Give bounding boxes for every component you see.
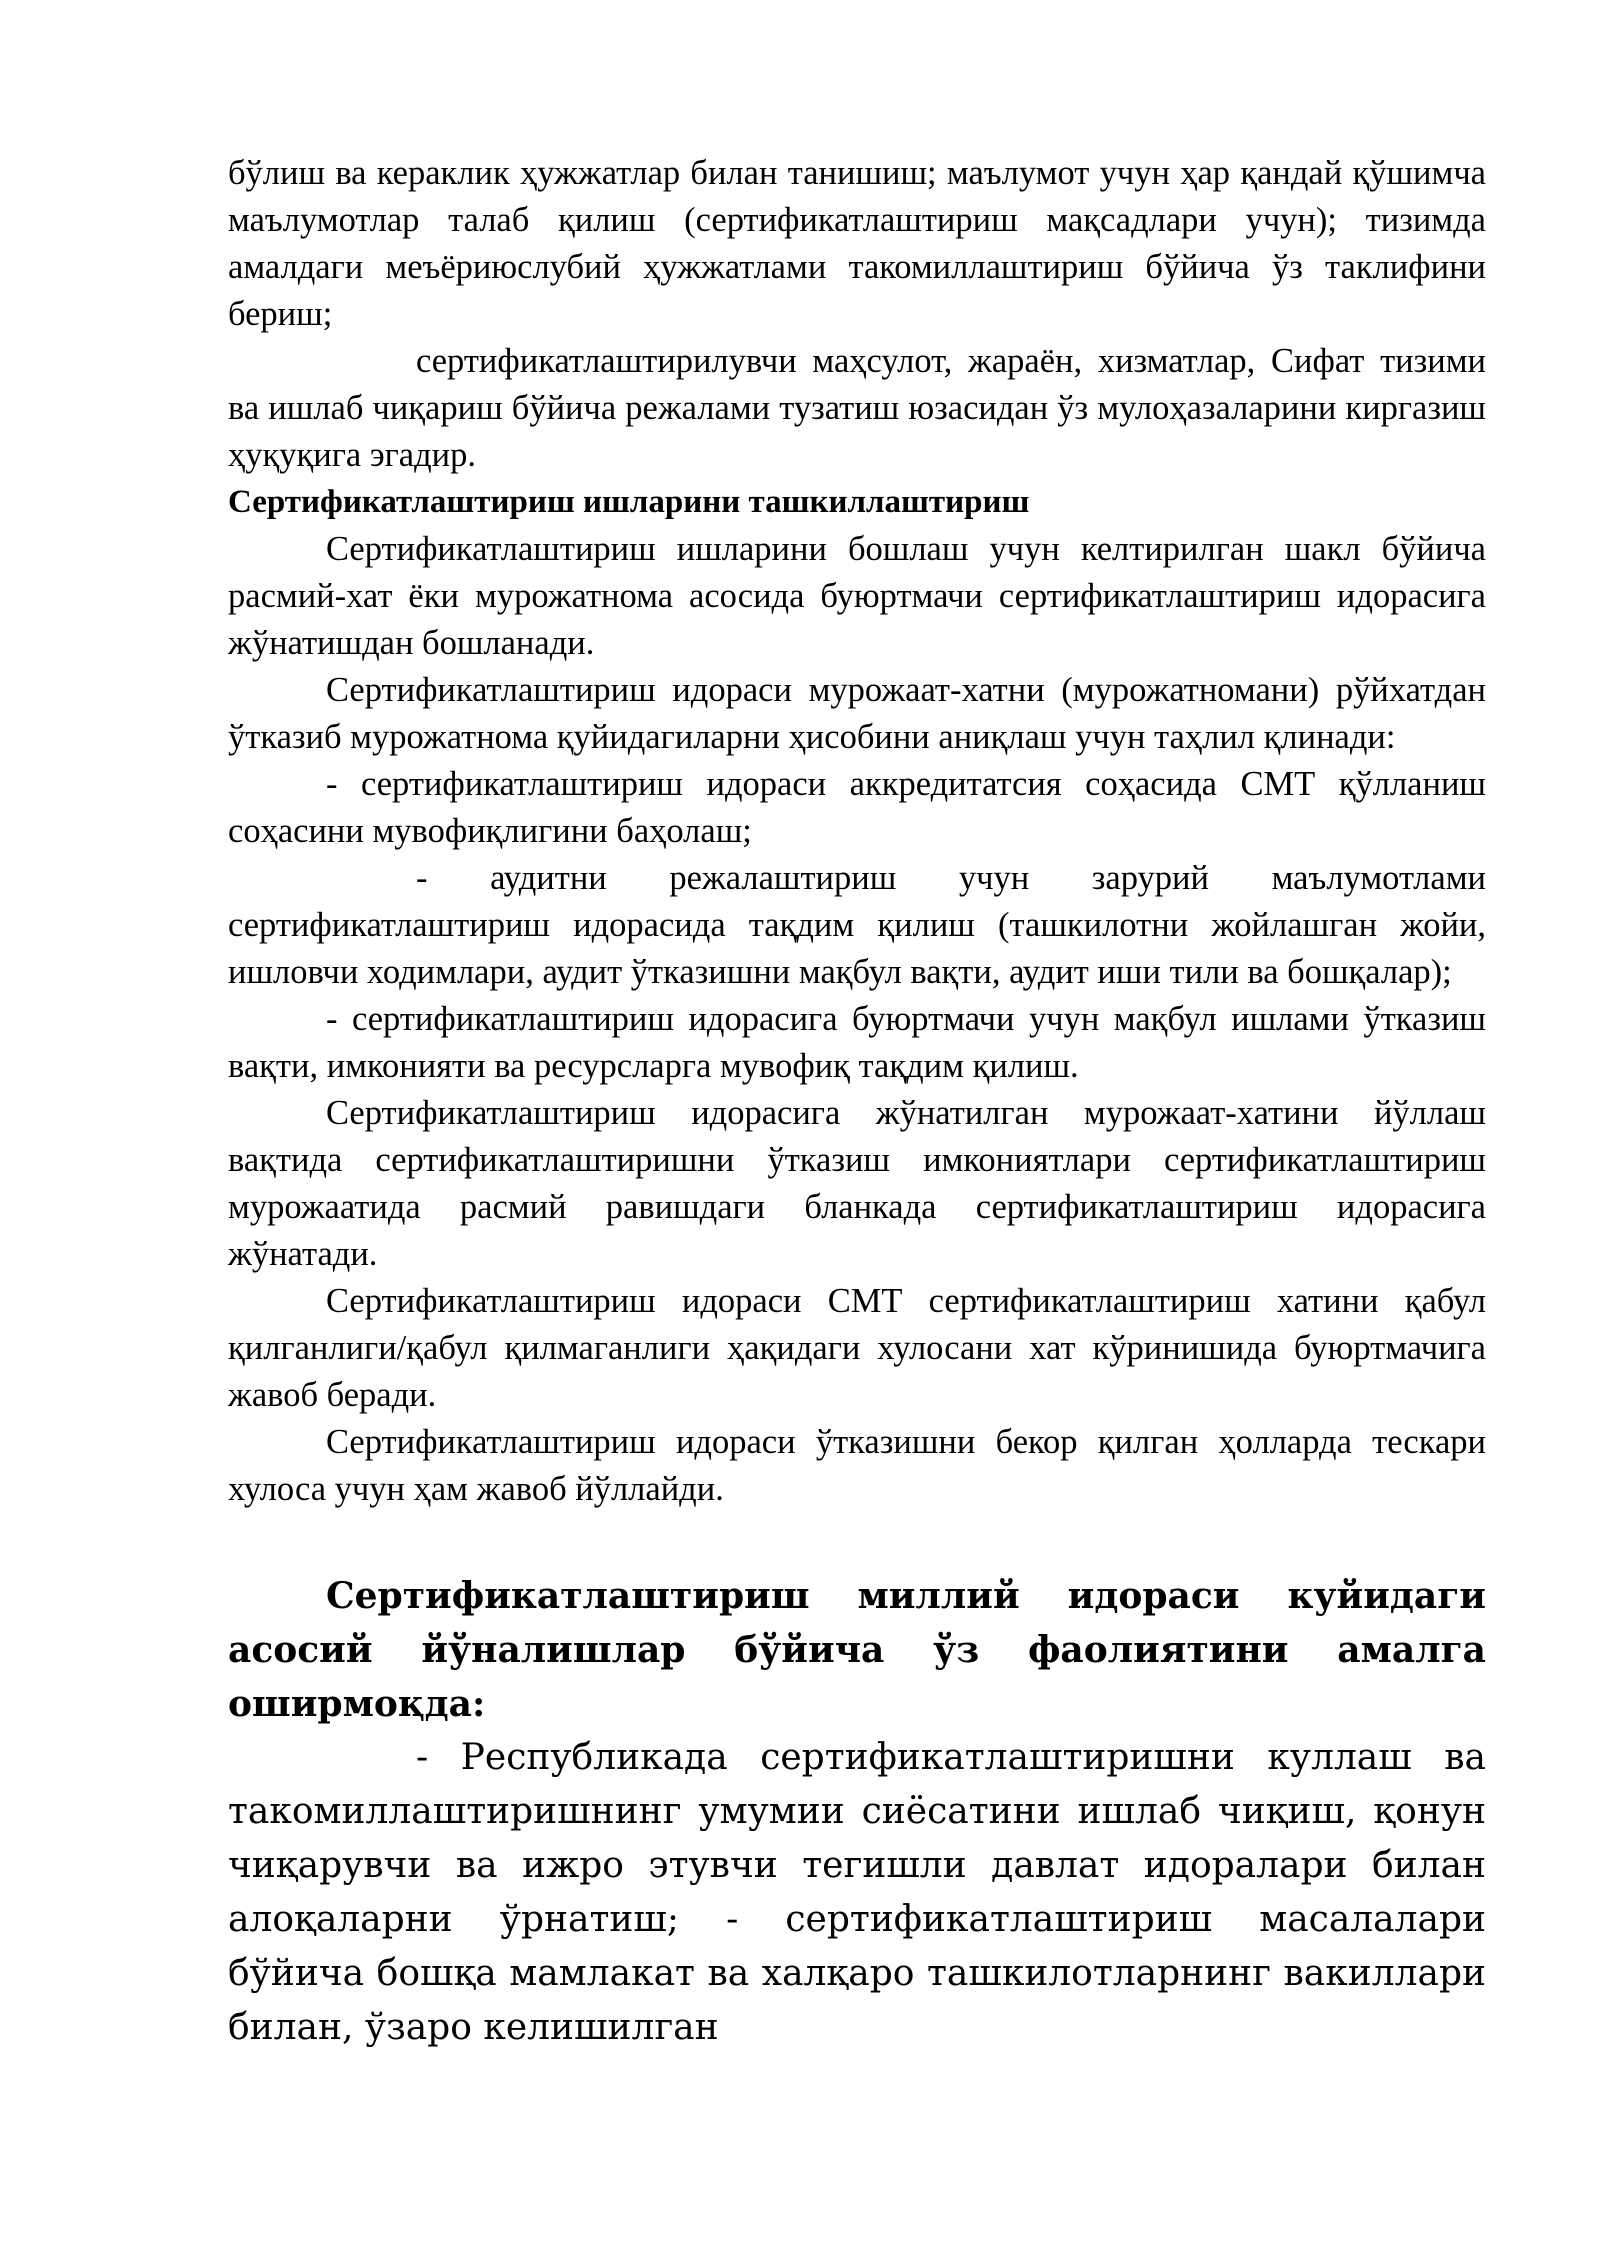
paragraph-continuation: бўлиш ва кераклик ҳужжатлар билан танишиш; маълумот учун ҳар қандай қўшимча маълумотлар талаб қилиш (сертификатлаштириш мақсадлари учун); тизимда амалдаги меъёриюслубий ҳужжатлами такомиллаштириш бўйича ўз таклифини бериш; (228, 154, 1486, 333)
paragraph-directions: - Республикада сертификатлаштиришни куллаш ва такомиллаштиришнинг умумии сиёсатини ишлаб чиқиш, қонун чиқарувчи ва ижро этувчи тегишли давлат идоралари билан алоқаларни ўрнатиш; - сертификатлаштириш масалалари бўйича бошқа мамлакат ва халқаро ташкилотларнинг вакиллари билан, ўзаро келишилган (228, 1737, 1486, 2048)
list-item-audit-planning: - аудитни режалаштириш учун зарурий маълумотлами сертификатлаштириш идорасида тақдим қилиш (ташкилотни жойлашган жойи, ишловчи ходимлари, аудит ўтказишни мақбул вақти, аудит иши тили ва бошқалар); (228, 859, 1486, 991)
paragraph-send: Сертификатлаштириш идорасига жўнатилган мурожаат-хатини йўллаш вақтида сертификатлаштиришни ўтказиш имкониятлари сертификатлаштириш мурожаатида расмий равишдаги бланкада сертификатлаштириш идорасига жўнатади. (228, 1094, 1486, 1273)
list-item-timing: - сертификатлаштириш идорасига буюртмачи учун мақбул ишлами ўтказиш вақти, имконияти ва ресурсларга мувофиқ тақдим қилиш. (228, 1000, 1486, 1085)
paragraph-analysis: Сертификатлаштириш идораси мурожаат-хатни (мурожатномани) рўйхатдан ўтказиб мурожатнома қуйидагиларни ҳисобини аниқлаш учун таҳлил қлинади: (228, 671, 1486, 756)
section-heading-organization: Сертификатлаштириш ишларини ташкиллаштириш (228, 484, 1030, 520)
section-heading-national-body: Сертификатлаштириш миллий идораси куйидаги асосий йўналишлар бўйича ўз фаолиятини амалга оширмоқда: (228, 1575, 1486, 1725)
list-item-accreditation: - сертификатлаштириш идораси аккредитатсия соҳасида СМТ қўлланиш соҳасини мувофиқлигини баҳолаш; (228, 765, 1486, 850)
certification-procedure-section (228, 150, 1486, 1513)
paragraph-start: Сертификатлаштириш ишларини бошлаш учун келтирилган шакл бўйича расмий-хат ёки мурожатнома асосида буюртмачи сертификатлаштириш идорасига жўнатишдан бошланади. (228, 530, 1486, 662)
paragraph-rights: сертификатлаштирилувчи маҳсулот, жараён, хизматлар, Сифат тизими ва ишлаб чиқариш бўйича режалами тузатиш юзасидан ўз мулоҳазаларини киргазиш ҳуқуқига эгадир. (228, 342, 1486, 474)
national-body-section (228, 1569, 1486, 2055)
document-page (228, 150, 1486, 2055)
paragraph-answer: Сертификатлаштириш идораси СМТ сертификатлаштириш хатини қабул қилганлиги/қабул қилмаганлиги ҳақидаги хулосани хат кўринишида буюртмачига жавоб беради. (228, 1282, 1486, 1414)
paragraph-reverse: Сертификатлаштириш идораси ўтказишни бекор қилган ҳолларда тескари хулоса учун ҳам жавоб йўллайди. (228, 1423, 1486, 1508)
